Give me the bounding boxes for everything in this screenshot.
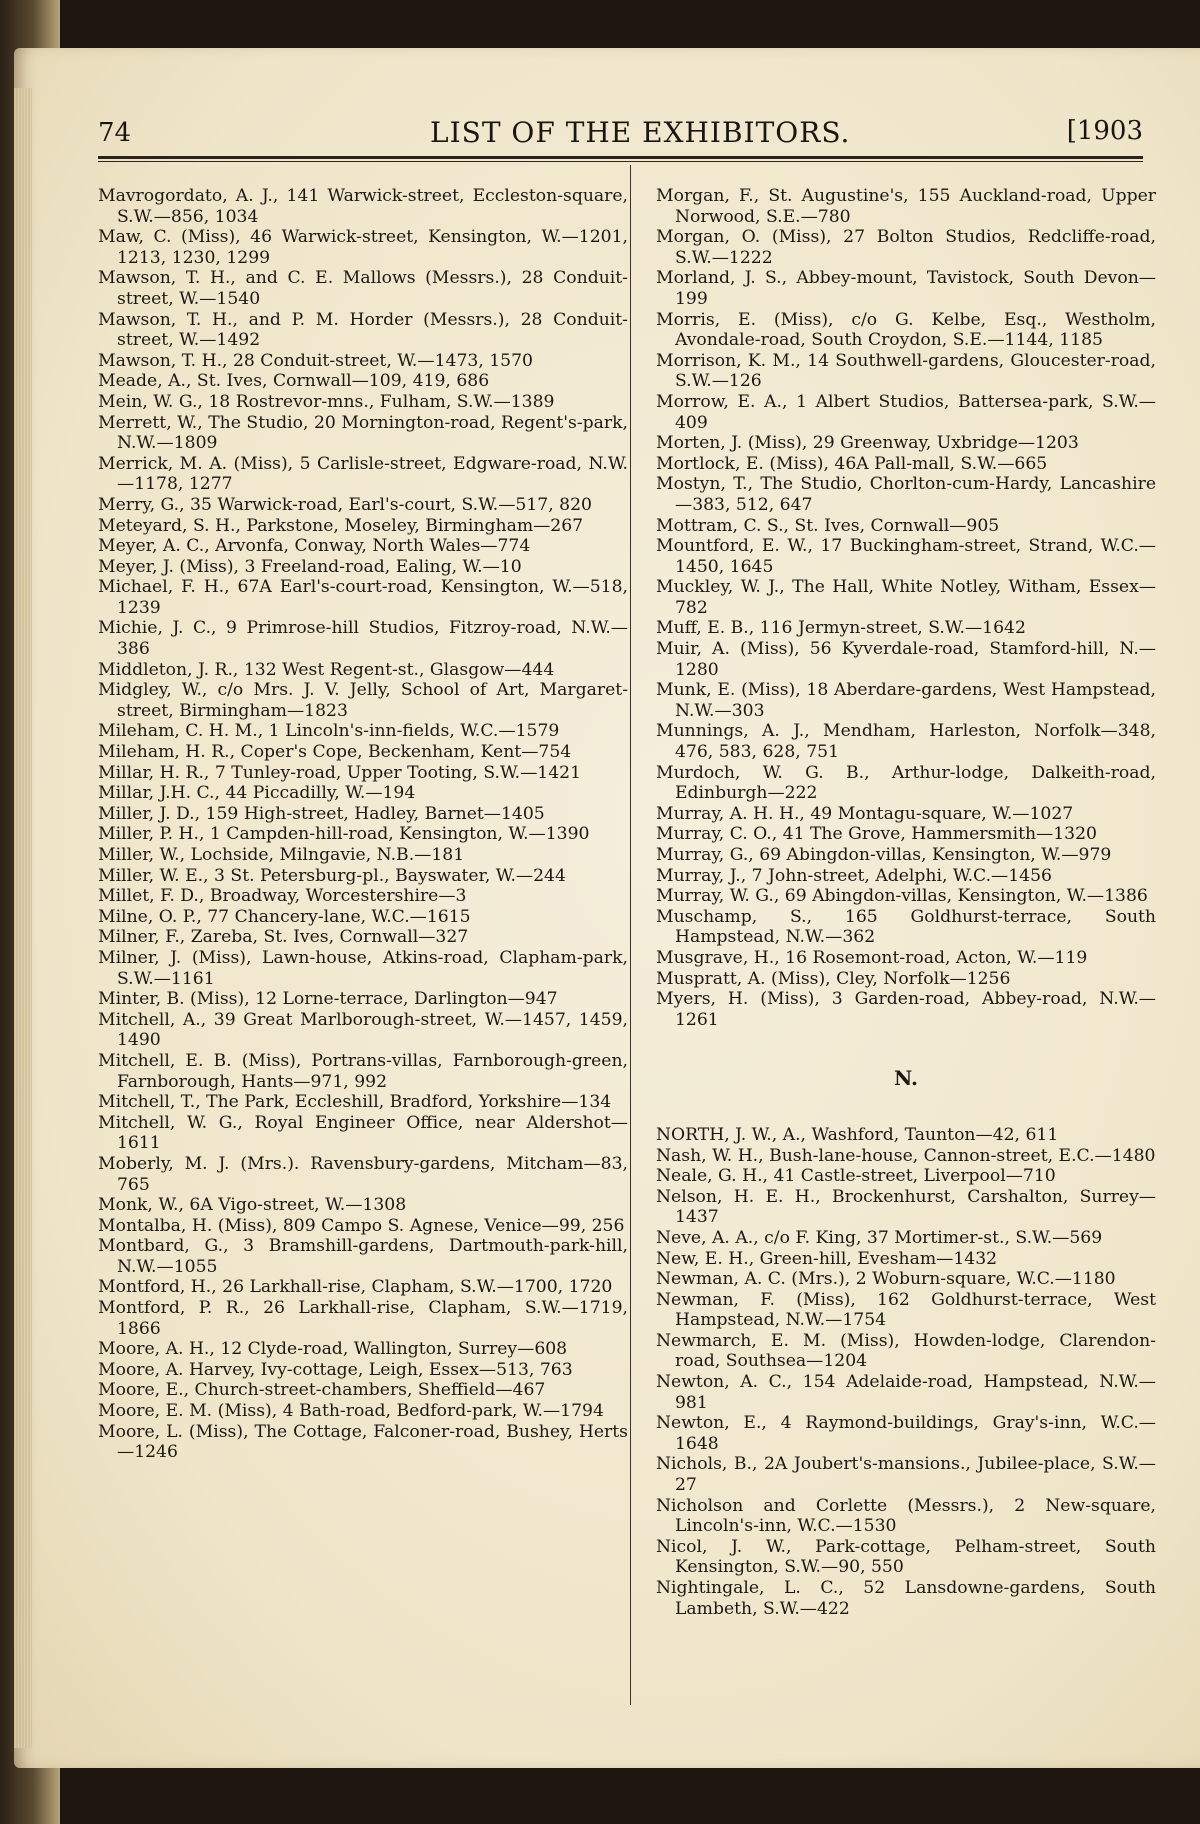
exhibitor-entry: Miller, W. E., 3 St. Petersburg-pl., Bayswater, W.—244 <box>98 865 566 886</box>
exhibitor-entry: Nelson, H. E. H., Brockenhurst, Carshalton, Surrey—1437 <box>656 1186 1156 1228</box>
exhibitor-entry: Millet, F. D., Broadway, Worcestershire—3 <box>98 886 467 907</box>
exhibitor-entry: Morgan, O. (Miss), 27 Bolton Studios, Redcliffe-road, S.W.—1222 <box>656 227 1156 268</box>
exhibitor-entry: New, E. H., Green-hill, Evesham—1432 <box>656 1248 998 1269</box>
exhibitor-entry: Moore, E., Church-street-chambers, Sheffield—467 <box>98 1380 546 1401</box>
exhibitor-entry: Muir, A. (Miss), 56 Kyverdale-road, Stamford-hill, N.—1280 <box>656 639 1156 680</box>
exhibitor-entry: Montalba, H. (Miss), 809 Campo S. Agnese, Venice—99, 256 <box>98 1215 625 1236</box>
exhibitor-entry: Morland, J. S., Abbey-mount, Tavistock, South Devon—199 <box>656 268 1156 309</box>
header-rule-thin <box>98 161 1143 162</box>
exhibitor-entry: Morgan, F., St. Augustine's, 155 Auckland-road, Upper Norwood, S.E.—780 <box>656 186 1156 227</box>
m-entries <box>656 186 1156 1030</box>
exhibitor-entry: Meteyard, S. H., Parkstone, Moseley, Birmingham—267 <box>98 515 584 536</box>
exhibitor-entry: Meade, A., St. Ives, Cornwall—109, 419, 686 <box>98 371 490 392</box>
exhibitor-entry: Morten, J. (Miss), 29 Greenway, Uxbridge—1203 <box>656 433 1079 454</box>
exhibitor-entry: Moberly, M. J. (Mrs.). Ravensbury-gardens, Mitcham—83, 765 <box>98 1153 628 1195</box>
page-stack-edge <box>14 88 32 1748</box>
exhibitor-entry: Michie, J. C., 9 Primrose-hill Studios, Fitzroy-road, N.W.—386 <box>98 618 628 660</box>
exhibitor-entry: Morris, E. (Miss), c/o G. Kelbe, Esq., Westholm, Avondale-road, South Croydon, S.E.—1144, 1185 <box>656 309 1156 351</box>
exhibitor-entry: Newton, A. C., 154 Adelaide-road, Hampstead, N.W.—981 <box>656 1372 1156 1413</box>
exhibitor-entry: Mawson, T. H., 28 Conduit-street, W.—1473, 1570 <box>98 350 533 371</box>
exhibitor-entry: Meyer, J. (Miss), 3 Freeland-road, Ealing, W.—10 <box>98 556 522 577</box>
exhibitor-entry: Mavrogordato, A. J., 141 Warwick-street, Eccleston-square, S.W.—856, 1034 <box>98 186 628 227</box>
exhibitor-entry: Musgrave, H., 16 Rosemont-road, Acton, W.—119 <box>656 947 1088 968</box>
exhibitor-entry: Moore, A. Harvey, Ivy-cottage, Leigh, Essex—513, 763 <box>98 1359 573 1380</box>
exhibitor-entry: Millar, H. R., 7 Tunley-road, Upper Tooting, S.W.—1421 <box>98 762 582 783</box>
exhibitor-entry: Mitchell, A., 39 Great Marlborough-street, W.—1457, 1459, 1490 <box>98 1009 628 1051</box>
exhibitor-entry: Mawson, T. H., and C. E. Mallows (Messrs.), 28 Conduit-street, W.—1540 <box>98 268 628 309</box>
exhibitor-entry: Merrett, W., The Studio, 20 Mornington-road, Regent's-park, N.W.—1809 <box>98 412 628 454</box>
exhibitor-entry: Minter, B. (Miss), 12 Lorne-terrace, Darlington—947 <box>98 989 558 1010</box>
exhibitor-entry: Mortlock, E. (Miss), 46A Pall-mall, S.W.—665 <box>656 453 1048 474</box>
exhibitor-entry: Milner, F., Zareba, St. Ives, Cornwall—327 <box>98 927 469 948</box>
exhibitor-entry: Moore, A. H., 12 Clyde-road, Wallington, Surrey—608 <box>98 1339 568 1360</box>
exhibitor-entry: Maw, C. (Miss), 46 Warwick-street, Kensington, W.—1201, 1213, 1230, 1299 <box>98 227 628 268</box>
exhibitor-entry: Miller, J. D., 159 High-street, Hadley, Barnet—1405 <box>98 803 545 824</box>
exhibitor-entry: Muckley, W. J., The Hall, White Notley, Witham, Essex—782 <box>656 577 1156 618</box>
exhibitor-entry: Murray, A. H. H., 49 Montagu-square, W.—1027 <box>656 803 1074 824</box>
exhibitor-entry: Montford, H., 26 Larkhall-rise, Clapham, S.W.—1700, 1720 <box>98 1277 613 1298</box>
page-header <box>98 112 1143 156</box>
exhibitor-entry: Miller, P. H., 1 Campden-hill-road, Kensington, W.—1390 <box>98 824 590 845</box>
exhibitor-entry: Murray, J., 7 John-street, Adelphi, W.C.—1456 <box>656 865 1052 886</box>
exhibitor-entry: Newman, F. (Miss), 162 Goldhurst-terrace, West Hampstead, N.W.—1754 <box>656 1289 1156 1331</box>
exhibitor-entry: Nightingale, L. C., 52 Lansdowne-gardens, South Lambeth, S.W.—422 <box>656 1578 1156 1619</box>
exhibitor-entry: Montbard, G., 3 Bramshill-gardens, Dartmouth-park-hill, N.W.—1055 <box>98 1236 628 1277</box>
exhibitor-entry: Milner, J. (Miss), Lawn-house, Atkins-road, Clapham-park, S.W.—1161 <box>98 947 628 989</box>
exhibitor-entry: Mountford, E. W., 17 Buckingham-street, Strand, W.C.—1450, 1645 <box>656 536 1156 577</box>
exhibitor-entry: Mitchell, T., The Park, Eccleshill, Bradford, Yorkshire—134 <box>98 1092 612 1113</box>
exhibitor-entry: Meyer, A. C., Arvonfa, Conway, North Wales—774 <box>98 536 531 557</box>
right-column <box>656 186 1156 1619</box>
exhibitor-entry: Miller, W., Lochside, Milngavie, N.B.—181 <box>98 845 465 865</box>
exhibitor-entry: Mostyn, T., The Studio, Chorlton-cum-Hardy, Lancashire—383, 512, 647 <box>656 474 1156 515</box>
exhibitor-entry: Mitchell, E. B. (Miss), Portrans-villas, Farnborough-green, Farnborough, Hants—971, 992 <box>98 1050 628 1092</box>
exhibitor-entry: Moore, E. M. (Miss), 4 Bath-road, Bedford-park, W.—1794 <box>98 1401 604 1422</box>
exhibitor-entry: Nicol, J. W., Park-cottage, Pelham-street, South Kensington, S.W.—90, 550 <box>656 1536 1156 1578</box>
exhibitor-entry: Middleton, J. R., 132 West Regent-st., Glasgow—444 <box>98 659 555 680</box>
exhibitor-entry: Mottram, C. S., St. Ives, Cornwall—905 <box>656 515 1000 536</box>
exhibitor-entry: Monk, W., 6A Vigo-street, W.—1308 <box>98 1195 407 1216</box>
n-entries <box>656 1125 1156 1619</box>
exhibitor-entry: Mitchell, W. G., Royal Engineer Office, near Aldershot—1611 <box>98 1112 628 1154</box>
exhibitor-entry: Moore, L. (Miss), The Cottage, Falconer-road, Bushey, Herts—1246 <box>98 1421 628 1463</box>
exhibitor-entry: Millar, J.H. C., 44 Piccadilly, W.—194 <box>98 783 416 804</box>
exhibitor-entry: Muspratt, A. (Miss), Cley, Norfolk—1256 <box>656 968 1011 989</box>
exhibitor-entry: Nichols, B., 2A Joubert's-mansions., Jubilee-place, S.W.—27 <box>656 1454 1156 1496</box>
exhibitor-entry: Muschamp, S., 165 Goldhurst-terrace, South Hampstead, N.W.—362 <box>656 906 1156 948</box>
exhibitor-entry: Neve, A. A., c/o F. King, 37 Mortimer-st., S.W.—569 <box>656 1227 1103 1248</box>
exhibitor-entry: Newton, E., 4 Raymond-buildings, Gray's-inn, W.C.—1648 <box>656 1413 1156 1454</box>
exhibitor-entry: Mawson, T. H., and P. M. Horder (Messrs.), 28 Conduit-street, W.—1492 <box>98 309 628 351</box>
exhibitor-entry: Merry, G., 35 Warwick-road, Earl's-court, S.W.—517, 820 <box>98 494 592 515</box>
exhibitor-entry: Nicholson and Corlette (Messrs.), 2 New-square, Lincoln's-inn, W.C.—1530 <box>656 1495 1156 1537</box>
exhibitor-entry: Newman, A. C. (Mrs.), 2 Woburn-square, W.C.—1180 <box>656 1269 1116 1290</box>
section-heading-n: N. <box>894 1066 918 1091</box>
exhibitor-entry: Munnings, A. J., Mendham, Harleston, Norfolk—348, 476, 583, 628, 751 <box>656 721 1156 763</box>
exhibitor-entry: Myers, H. (Miss), 3 Garden-road, Abbey-road, N.W.—1261 <box>656 989 1156 1030</box>
header-rule-thick <box>98 156 1143 159</box>
exhibitor-entry: Morrison, K. M., 14 Southwell-gardens, Gloucester-road, S.W.—126 <box>656 350 1156 392</box>
exhibitor-entry: Nash, W. H., Bush-lane-house, Cannon-street, E.C.—1480 <box>656 1145 1156 1166</box>
exhibitor-entry: Murray, C. O., 41 The Grove, Hammersmith—1320 <box>656 824 1097 845</box>
exhibitor-entry: Newmarch, E. M. (Miss), Howden-lodge, Clarendon-road, Southsea—1204 <box>656 1330 1156 1372</box>
exhibitor-entry: Murray, G., 69 Abingdon-villas, Kensington, W.—979 <box>656 845 1112 865</box>
left-column <box>98 186 628 1463</box>
page-number: 74 <box>98 118 132 148</box>
exhibitor-entry: Mileham, H. R., Coper's Cope, Beckenham, Kent—754 <box>98 742 572 763</box>
year-marker: [1903 <box>1066 116 1143 146</box>
exhibitor-entry: Morrow, E. A., 1 Albert Studios, Battersea-park, S.W.—409 <box>656 391 1156 433</box>
exhibitor-entry: Murray, W. G., 69 Abingdon-villas, Kensington, W.—1386 <box>656 886 1148 907</box>
exhibitor-entry: Montford, P. R., 26 Larkhall-rise, Clapham, S.W.—1719, 1866 <box>98 1298 628 1339</box>
exhibitor-entry: Munk, E. (Miss), 18 Aberdare-gardens, West Hampstead, N.W.—303 <box>656 680 1156 721</box>
exhibitor-entry: Neale, G. H., 41 Castle-street, Liverpool—710 <box>656 1166 1056 1187</box>
exhibitor-entry: Michael, F. H., 67A Earl's-court-road, Kensington, W.—518, 1239 <box>98 577 628 618</box>
exhibitor-entry: Mein, W. G., 18 Rostrevor-mns., Fulham, S.W.—1389 <box>98 391 555 412</box>
exhibitor-entry: Mileham, C. H. M., 1 Lincoln's-inn-fields, W.C.—1579 <box>98 721 560 742</box>
column-divider <box>630 165 631 1705</box>
running-title: LIST OF THE EXHIBITORS. <box>430 116 851 149</box>
exhibitor-entry: Midgley, W., c/o Mrs. J. V. Jelly, School of Art, Margaret-street, Birmingham—1823 <box>98 680 628 721</box>
exhibitor-entry: Milne, O. P., 77 Chancery-lane, W.C.—1615 <box>98 906 471 927</box>
exhibitor-entry: Murdoch, W. G. B., Arthur-lodge, Dalkeith-road, Edinburgh—222 <box>656 762 1156 804</box>
exhibitor-entry: NORTH, J. W., A., Washford, Taunton—42, 611 <box>656 1124 1059 1145</box>
exhibitor-entry: Merrick, M. A. (Miss), 5 Carlisle-street, Edgware-road, N.W.—1178, 1277 <box>98 453 628 495</box>
exhibitor-entry: Muff, E. B., 116 Jermyn-street, S.W.—1642 <box>656 618 1026 639</box>
